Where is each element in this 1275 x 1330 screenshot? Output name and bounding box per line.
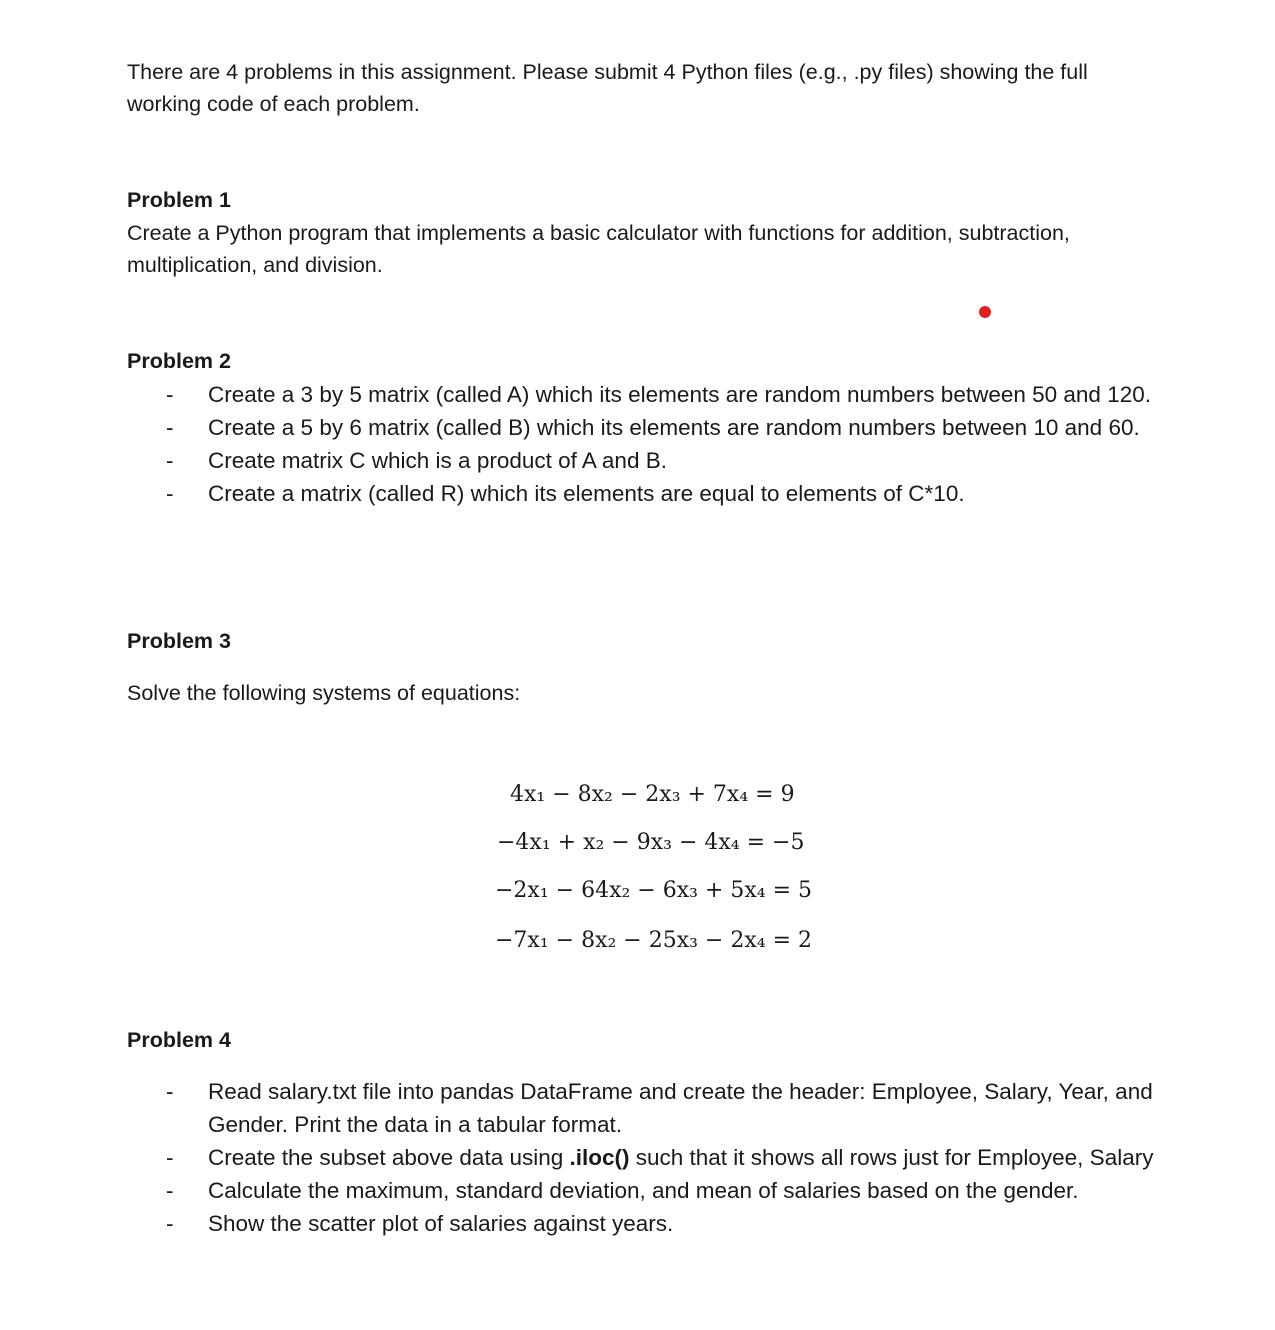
list-item-text: Read salary.txt file into pandas DataFrame and create the header: Employee, Salary, Year, and Gender. Print the data in a tabular format.	[208, 1079, 1153, 1137]
list-item	[166, 477, 1176, 510]
list-item	[166, 1207, 1176, 1240]
problem-1-title: Problem 1	[127, 188, 231, 212]
cropped-header-remnant	[560, 0, 780, 4]
problem-3-text: Solve the following systems of equations:	[127, 681, 521, 705]
text-segment: Create the subset above data using	[208, 1145, 570, 1170]
equation-1: 4x₁ − 8x₂ − 2x₃ + 7x₄ = 9	[510, 782, 795, 807]
list-item	[166, 378, 1176, 411]
bullet-dash: -	[166, 1079, 174, 1104]
equation-2: −4x₁ + x₂ − 9x₃ − 4x₄ = −5	[497, 830, 805, 855]
bullet-dash: -	[166, 415, 174, 440]
bullet-dash: -	[166, 448, 174, 473]
bullet-dash: -	[166, 382, 174, 407]
problem-4-list	[166, 1075, 1176, 1240]
problem-2-list	[166, 378, 1176, 510]
list-item	[166, 1075, 1176, 1141]
equation-3: −2x₁ − 64x₂ − 6x₃ + 5x₄ = 5	[495, 878, 813, 903]
list-item-text: Calculate the maximum, standard deviation, and mean of salaries based on the gender.	[208, 1178, 1079, 1203]
problem-2-title: Problem 2	[127, 349, 231, 373]
list-item-text: Show the scatter plot of salaries against years.	[208, 1211, 674, 1236]
text-segment: such that it shows all rows just for Employee, Salary	[629, 1145, 1154, 1170]
list-item	[166, 1174, 1176, 1207]
problem-4-title: Problem 4	[127, 1028, 231, 1052]
list-item-text: Create a 3 by 5 matrix (called A) which its elements are random numbers between 50 and 120.	[208, 382, 1151, 407]
list-item-text: Create matrix C which is a product of A and B.	[208, 448, 667, 473]
bullet-dash: -	[166, 1145, 174, 1170]
bullet-dash: -	[166, 1178, 174, 1203]
iloc-code: .iloc()	[569, 1145, 630, 1170]
list-item	[166, 1141, 1176, 1174]
list-item	[166, 411, 1176, 444]
equation-4: −7x₁ − 8x₂ − 25x₃ − 2x₄ = 2	[495, 928, 813, 953]
list-item	[166, 444, 1176, 477]
intro-text: There are 4 problems in this assignment. Please submit 4 Python files (e.g., .py files) showing the full working code of each problem.	[127, 60, 1088, 116]
list-item-text: Create a matrix (called R) which its elements are equal to elements of C*10.	[208, 481, 965, 506]
list-item-text	[208, 1145, 1153, 1170]
problem-3-title: Problem 3	[127, 629, 231, 653]
bullet-dash: -	[166, 481, 174, 506]
bullet-dash: -	[166, 1211, 174, 1236]
red-dot-marker	[979, 306, 991, 318]
problem-1-text: Create a Python program that implements a basic calculator with functions for addition, subtraction, multiplication, and division.	[127, 221, 1070, 277]
list-item-text: Create a 5 by 6 matrix (called B) which its elements are random numbers between 10 and 60.	[208, 415, 1140, 440]
